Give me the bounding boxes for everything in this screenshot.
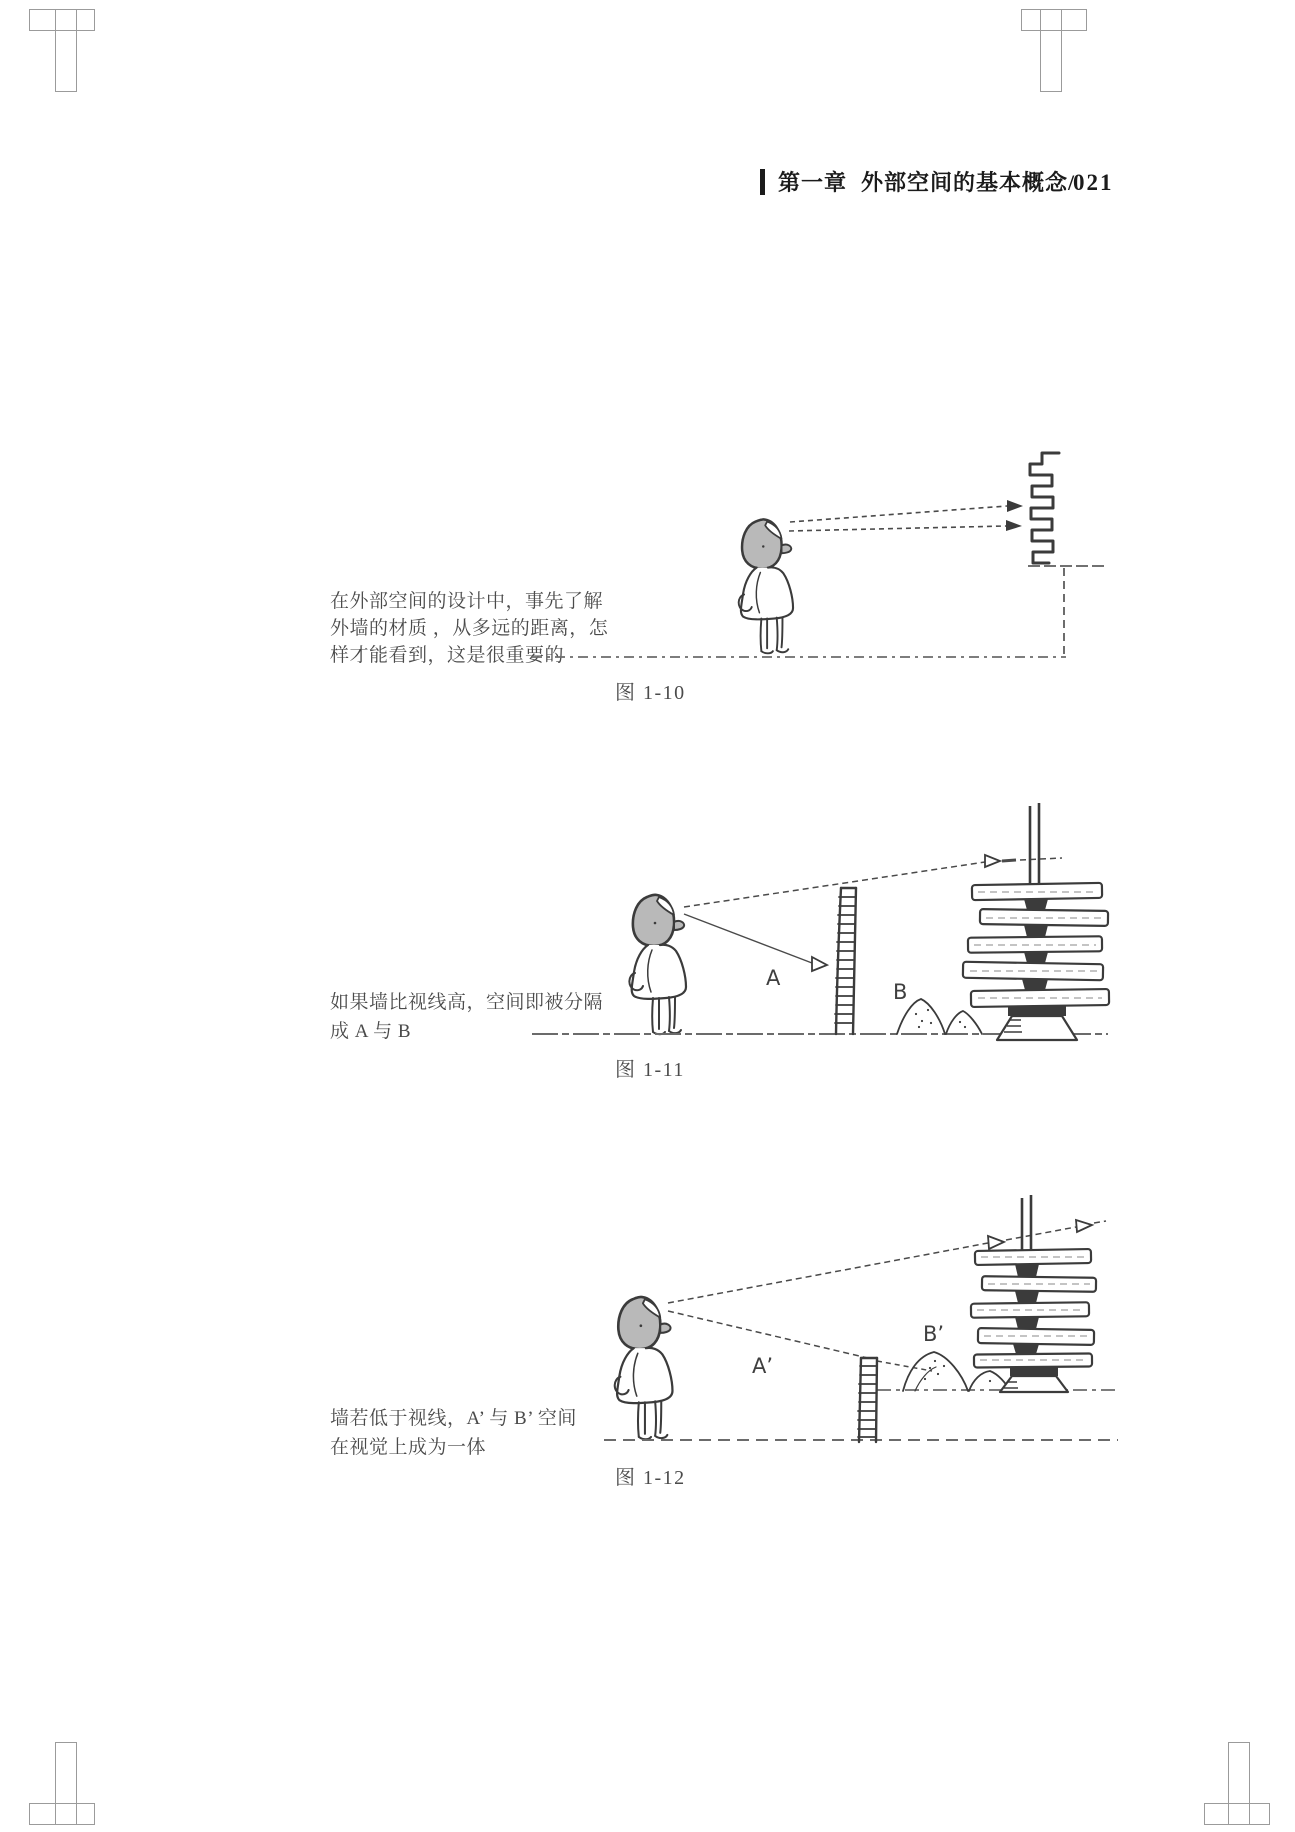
shrub-mounds — [897, 999, 982, 1034]
space-label-b-prime: B’ — [923, 1322, 945, 1346]
arrowhead-icon — [988, 1236, 1004, 1249]
arrowhead-icon — [985, 855, 1000, 867]
sight-lines — [789, 506, 1007, 531]
chapter-title: 外部空间的基本概念/ — [861, 170, 1076, 195]
pagoda-illustration — [963, 803, 1109, 1040]
figure-1-10-illustration — [532, 453, 1104, 657]
space-label-a: A — [766, 966, 781, 990]
tall-wall-illustration — [835, 888, 856, 1034]
description-line: 外墙的材质 ，从多远的距离，怎 — [330, 618, 609, 639]
figure-1-11-illustration — [532, 803, 1109, 1040]
figure-1-11-caption: 图 1-11 — [615, 1059, 685, 1081]
space-label-b: B — [893, 980, 908, 1004]
arrowhead-icon — [1006, 520, 1022, 531]
description-line: 墙若低于视线，A’ 与 B’ 空间 — [330, 1408, 577, 1429]
figure-1-12-illustration — [604, 1195, 1118, 1442]
wall-zigzag-plan — [1030, 453, 1059, 563]
person-illustration — [739, 519, 793, 653]
sight-lines — [668, 1221, 1106, 1371]
figure-1-10-caption: 图 1-10 — [615, 682, 686, 704]
page-number: 021 — [1073, 170, 1114, 195]
description-line: 在视觉上成为一体 — [330, 1437, 487, 1458]
space-label-a-prime: A’ — [752, 1354, 774, 1378]
low-wall-illustration — [858, 1358, 877, 1442]
person-illustration — [615, 1297, 673, 1439]
description-line: 成 A 与 B — [330, 1021, 412, 1042]
arrowhead-icon — [1007, 500, 1023, 512]
description-line: 在外部空间的设计中，事先了解 — [330, 591, 604, 612]
description-line: 如果墙比视线高，空间即被分隔 — [330, 992, 604, 1013]
chapter-number: 第一章 — [778, 170, 848, 195]
description-line: 样才能看到，这是很重要的 — [330, 645, 565, 666]
person-illustration — [629, 895, 686, 1035]
figure-1-12-caption: 图 1-12 — [615, 1467, 686, 1489]
arrowhead-icon — [812, 957, 827, 971]
arrowhead-icon — [1076, 1220, 1092, 1232]
wall-corner-lines — [1028, 566, 1104, 654]
